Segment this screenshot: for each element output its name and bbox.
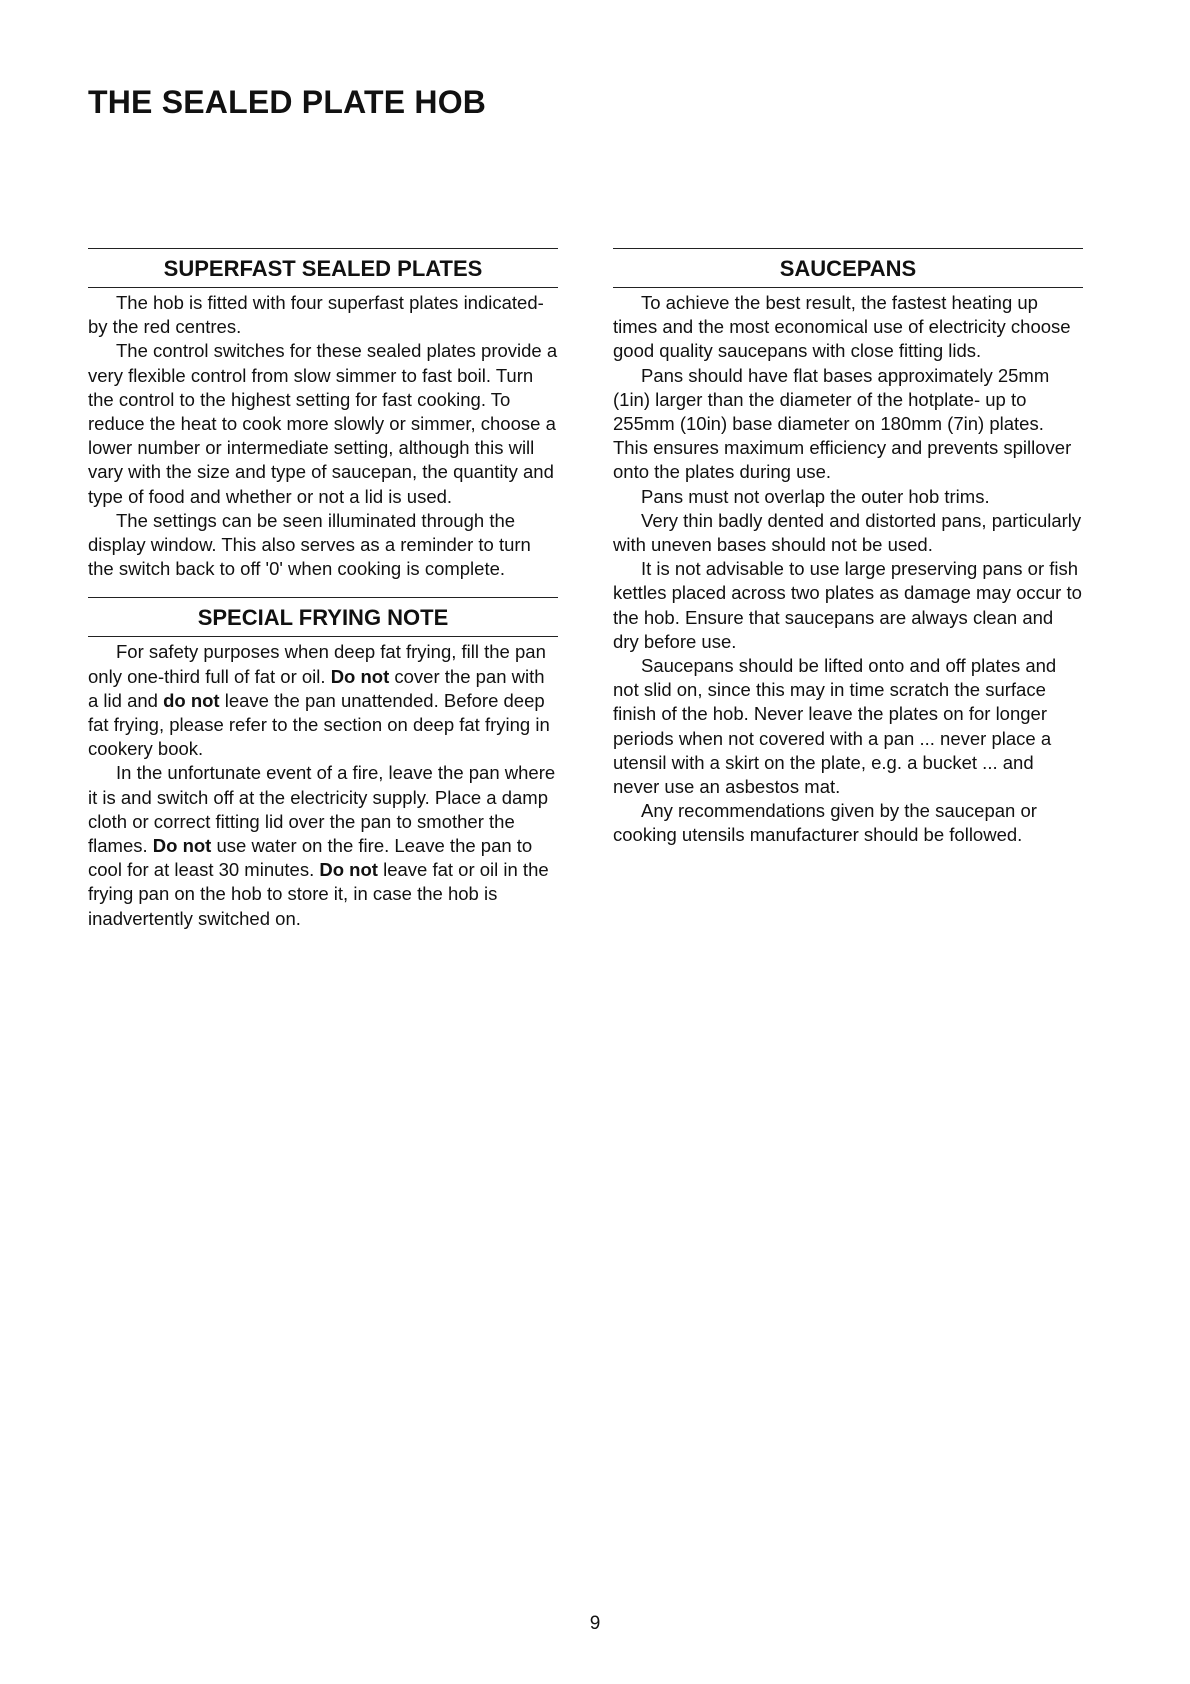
saucepans-paragraph-2: Pans should have flat bases approximately 25mm (1in) larger than the diameter of the hotplate- up to 255mm (10in) base diameter on 180mm (7in) plates. This ensures maximum efficiency and prevents spillover onto the plates during use. xyxy=(613,364,1072,483)
saucepans-heading: SAUCEPANS xyxy=(613,248,1083,288)
frying-p1-text-1: For safety purposes when deep fat frying, fill the pan only one-third full of fat or oil. xyxy=(88,641,546,687)
frying-p2-text-2: use water on the fire. Leave the pan to cool for at least 30 minutes. xyxy=(88,835,533,881)
frying-paragraph-2 xyxy=(88,761,558,930)
superfast-paragraph-1: The hob is fitted with four superfast plates indicated-by the red centres. xyxy=(88,292,544,338)
left-column xyxy=(88,248,558,931)
frying-p2-bold-2: Do not xyxy=(319,859,378,881)
frying-p2-bold-1: Do not xyxy=(152,835,212,857)
saucepans-paragraph-4: Very thin badly dented and distorted pans, particularly with uneven bases should not be used. xyxy=(613,509,1082,556)
superfast-paragraph-2: The control switches for these sealed plates provide a very flexible control from slow simmer to fast boil. Turn the control to the highest setting for fast cooking. To reduce the heat to cook more slowly or simmer, choose a lower number or intermediate setting, although this will vary with the size and type of saucepan, the quantity and type of food and whether or not a lid is used. xyxy=(88,340,558,507)
frying-p2-text-1: In the unfortunate event of a fire, leave the pan where it is and switch off at the electricity supply. Place a damp cloth or correct fitting lid over the pan to smother the flames. xyxy=(88,762,556,857)
frying-p2-text-3: leave fat or oil in the frying pan on the hob to store it, in case the hob is inadvertently switched on. xyxy=(88,859,549,929)
saucepans-paragraph-3: Pans must not overlap the outer hob trims. xyxy=(641,485,990,507)
superfast-paragraph-3: The settings can be seen illuminated through the display window. This also serves as a reminder to turn the switch back to off '0' when cooking is complete. xyxy=(88,509,531,580)
frying-p1-bold-1: Do not xyxy=(330,665,390,687)
special-frying-note-heading: SPECIAL FRYING NOTE xyxy=(88,597,558,637)
saucepans-paragraph-7: Any recommendations given by the saucepan or cooking utensils manufacturer should be followed. xyxy=(613,800,1037,846)
frying-paragraph-1 xyxy=(88,640,558,761)
right-column xyxy=(613,248,1083,848)
saucepans-paragraph-6: Saucepans should be lifted onto and off plates and not slid on, since this may in time scratch the surface finish of the hob. Never leave the plates on for longer periods when not covered with a pan ... never place a utensil with a skirt on the plate, e.g. a bucket ... and never use an asbestos mat. xyxy=(613,655,1057,798)
saucepans-paragraph-5: It is not advisable to use large preserving pans or fish kettles placed across two plates as damage may occur to the hob. Ensure that saucepans are always clean and dry before use. xyxy=(613,558,1082,652)
frying-p1-bold-2: do not xyxy=(163,689,220,711)
frying-p1-text-2: cover the pan with a lid and xyxy=(88,665,545,711)
page-number: 9 xyxy=(589,1613,601,1634)
superfast-sealed-plates-heading: SUPERFAST SEALED PLATES xyxy=(88,248,558,288)
frying-p1-text-3: leave the pan unattended. Before deep fat frying, please refer to the section on deep fat frying in cookery book. xyxy=(88,689,550,760)
page-title: THE SEALED PLATE HOB xyxy=(88,84,487,120)
saucepans-paragraph-1: To achieve the best result, the fastest heating up times and the most economical use of electricity choose good quality saucepans with close fitting lids. xyxy=(613,292,1071,362)
